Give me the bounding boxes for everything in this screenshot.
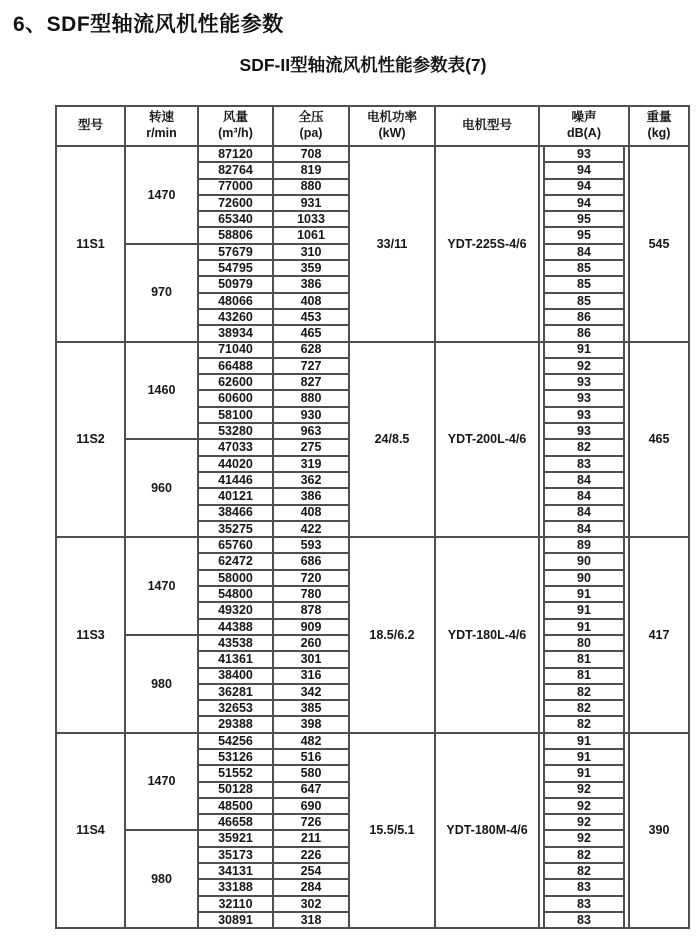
pressure-cell: 909 — [273, 619, 349, 635]
flow-cell: 66488 — [198, 358, 273, 374]
column-header-line2: (pa) — [299, 126, 323, 140]
noise-value-cell: 86 — [545, 310, 623, 326]
pressure-cell: 1033 — [273, 211, 349, 227]
noise-value-cell: 94 — [545, 196, 623, 212]
flow-cell: 40121 — [198, 488, 273, 504]
noise-value-cell: 82 — [577, 717, 591, 732]
pressure-cell: 880 — [273, 179, 349, 195]
pressure-cell: 284 — [273, 879, 349, 895]
noise-value-cell: 94 — [545, 163, 623, 179]
page-title: 6、SDF型轴流风机性能参数 — [13, 13, 284, 36]
pressure-cell: 819 — [273, 162, 349, 178]
flow-cell: 29388 — [198, 716, 273, 732]
column-header-line1: 电机功率 — [366, 110, 417, 125]
noise-value-cell: 92 — [545, 799, 623, 815]
flow-cell: 38400 — [198, 668, 273, 684]
pressure-cell: 931 — [273, 195, 349, 211]
noise-value-cell: 92 — [545, 783, 623, 799]
flow-cell: 41361 — [198, 651, 273, 667]
weight-cell: 417 — [629, 537, 689, 733]
noise-value-cell: 91 — [545, 766, 623, 782]
model-cell: 11S4 — [56, 733, 125, 929]
noise-value-cell: 84 — [577, 521, 591, 536]
power-cell: 18.5/6.2 — [349, 537, 435, 733]
pressure-cell: 878 — [273, 602, 349, 618]
weight-cell: 545 — [629, 146, 689, 342]
pressure-cell: 727 — [273, 358, 349, 374]
speed-cell: 980 — [125, 635, 198, 733]
pressure-cell: 362 — [273, 472, 349, 488]
flow-cell: 35173 — [198, 847, 273, 863]
column-header-line1: 型号 — [77, 118, 103, 133]
noise-cell — [539, 537, 629, 733]
noise-value-cell: 94 — [545, 180, 623, 196]
flow-cell: 30891 — [198, 912, 273, 928]
pressure-cell: 408 — [273, 505, 349, 521]
speed-cell: 980 — [125, 830, 198, 928]
noise-value-cell: 84 — [545, 245, 623, 261]
flow-cell: 50128 — [198, 782, 273, 798]
pressure-cell: 780 — [273, 586, 349, 602]
pressure-cell: 453 — [273, 309, 349, 325]
table-container — [55, 105, 690, 929]
noise-value-cell: 93 — [545, 375, 623, 391]
pressure-cell: 880 — [273, 390, 349, 406]
flow-cell: 62472 — [198, 553, 273, 569]
flow-cell: 43538 — [198, 635, 273, 651]
noise-value-cell: 92 — [545, 815, 623, 831]
noise-value-cell: 91 — [545, 734, 623, 750]
pressure-cell: 319 — [273, 456, 349, 472]
power-cell: 24/8.5 — [349, 342, 435, 538]
column-header-line1: 转速 — [148, 110, 174, 125]
pressure-cell: 310 — [273, 244, 349, 260]
noise-value-cell: 91 — [545, 750, 623, 766]
flow-cell: 60600 — [198, 390, 273, 406]
flow-cell: 35921 — [198, 830, 273, 846]
flow-cell: 77000 — [198, 179, 273, 195]
column-header-line1: 风量 — [222, 110, 248, 125]
column-header-line2: (kW) — [378, 126, 406, 140]
model-cell: 11S3 — [56, 537, 125, 733]
pressure-cell: 686 — [273, 553, 349, 569]
table-row — [56, 733, 689, 749]
pressure-cell: 316 — [273, 668, 349, 684]
pressure-cell: 963 — [273, 423, 349, 439]
flow-cell: 44020 — [198, 456, 273, 472]
noise-value-cell: 82 — [545, 848, 623, 864]
flow-cell: 65760 — [198, 537, 273, 553]
noise-value-cell: 90 — [545, 554, 623, 570]
flow-cell: 50979 — [198, 276, 273, 292]
column-header-line1: 噪声 — [571, 110, 597, 125]
flow-cell: 44388 — [198, 619, 273, 635]
power-cell: 33/11 — [349, 146, 435, 342]
noise-value-cell: 91 — [545, 620, 623, 636]
noise-value-cell: 82 — [545, 864, 623, 880]
speed-cell: 1470 — [125, 146, 198, 244]
pressure-cell: 359 — [273, 260, 349, 276]
column-header-line2: (kg) — [647, 126, 671, 140]
flow-cell: 48500 — [198, 798, 273, 814]
flow-cell: 58100 — [198, 407, 273, 423]
table-subtitle: SDF-II型轴流风机性能参数表(7) — [239, 55, 487, 75]
flow-cell: 62600 — [198, 374, 273, 390]
pressure-cell: 226 — [273, 847, 349, 863]
noise-value-cell: 95 — [545, 212, 623, 228]
column-header — [56, 106, 125, 146]
model-cell: 11S1 — [56, 146, 125, 342]
noise-subtable — [543, 538, 625, 732]
noise-value-cell: 81 — [545, 669, 623, 685]
pressure-cell: 275 — [273, 439, 349, 455]
weight-cell: 390 — [629, 733, 689, 929]
flow-cell: 41446 — [198, 472, 273, 488]
table-row — [56, 537, 689, 553]
pressure-cell: 254 — [273, 863, 349, 879]
table-row — [56, 146, 689, 162]
pressure-cell: 647 — [273, 782, 349, 798]
noise-cell — [539, 733, 629, 929]
pressure-cell: 726 — [273, 814, 349, 830]
noise-value-cell: 83 — [545, 457, 623, 473]
noise-value-cell: 91 — [545, 603, 623, 619]
flow-cell: 36281 — [198, 684, 273, 700]
column-header — [629, 106, 689, 146]
noise-value-cell: 82 — [545, 440, 623, 456]
pressure-cell: 302 — [273, 896, 349, 912]
noise-cell — [539, 342, 629, 538]
noise-value-cell: 93 — [545, 391, 623, 407]
column-header — [273, 106, 349, 146]
pressure-cell: 386 — [273, 276, 349, 292]
flow-cell: 35275 — [198, 521, 273, 537]
noise-subtable — [543, 147, 625, 341]
speed-cell: 960 — [125, 439, 198, 537]
column-header-line1: 全压 — [298, 110, 324, 125]
pressure-cell: 385 — [273, 700, 349, 716]
noise-value-cell: 82 — [545, 701, 623, 717]
noise-value-cell: 80 — [545, 636, 623, 652]
pressure-cell: 301 — [273, 651, 349, 667]
noise-value-cell: 90 — [545, 571, 623, 587]
pressure-cell: 720 — [273, 570, 349, 586]
pressure-cell: 408 — [273, 293, 349, 309]
motor-model-cell: YDT-225S-4/6 — [435, 146, 539, 342]
weight-cell: 465 — [629, 342, 689, 538]
pressure-cell: 593 — [273, 537, 349, 553]
flow-cell: 47033 — [198, 439, 273, 455]
pressure-cell: 708 — [273, 146, 349, 162]
flow-cell: 82764 — [198, 162, 273, 178]
flow-cell: 38934 — [198, 325, 273, 341]
column-header-line2: r/min — [146, 126, 177, 140]
power-cell: 15.5/5.1 — [349, 733, 435, 929]
column-header-line1: 重量 — [646, 110, 672, 125]
noise-value-cell: 83 — [545, 880, 623, 896]
motor-model-cell: YDT-200L-4/6 — [435, 342, 539, 538]
pressure-cell: 1061 — [273, 227, 349, 243]
flow-cell: 54256 — [198, 733, 273, 749]
motor-model-cell: YDT-180L-4/6 — [435, 537, 539, 733]
pressure-cell: 398 — [273, 716, 349, 732]
pressure-cell: 516 — [273, 749, 349, 765]
flow-cell: 54800 — [198, 586, 273, 602]
pressure-cell: 930 — [273, 407, 349, 423]
noise-value-cell: 84 — [545, 489, 623, 505]
column-header — [349, 106, 435, 146]
pressure-cell: 386 — [273, 488, 349, 504]
model-cell: 11S2 — [56, 342, 125, 538]
flow-cell: 49320 — [198, 602, 273, 618]
motor-model-cell: YDT-180M-4/6 — [435, 733, 539, 929]
noise-value-cell: 84 — [545, 473, 623, 489]
noise-cell — [539, 146, 629, 342]
noise-value-cell: 92 — [545, 359, 623, 375]
flow-cell: 54795 — [198, 260, 273, 276]
noise-value-cell: 82 — [545, 685, 623, 701]
noise-value-cell: 86 — [577, 326, 591, 341]
column-header-line2: (m³/h) — [218, 126, 253, 140]
column-header — [198, 106, 273, 146]
speed-cell: 970 — [125, 244, 198, 342]
flow-cell: 71040 — [198, 342, 273, 358]
pressure-cell: 690 — [273, 798, 349, 814]
noise-value-cell: 83 — [577, 912, 591, 927]
noise-value-cell: 93 — [545, 424, 623, 440]
noise-value-cell: 91 — [545, 587, 623, 603]
noise-value-cell: 93 — [545, 147, 623, 163]
noise-value-cell: 85 — [545, 294, 623, 310]
noise-value-cell: 81 — [545, 652, 623, 668]
column-header-line2: dB(A) — [566, 126, 601, 140]
noise-value-cell: 93 — [545, 408, 623, 424]
pressure-cell: 465 — [273, 325, 349, 341]
noise-value-cell: 83 — [545, 897, 623, 913]
pressure-cell: 482 — [273, 733, 349, 749]
noise-value-cell: 85 — [545, 261, 623, 277]
flow-cell: 58806 — [198, 227, 273, 243]
table-row — [56, 342, 689, 358]
column-header-line1: 电机型号 — [461, 118, 512, 133]
column-header — [435, 106, 539, 146]
noise-value-cell: 89 — [545, 538, 623, 554]
pressure-cell: 628 — [273, 342, 349, 358]
flow-cell: 87120 — [198, 146, 273, 162]
header-row — [56, 106, 689, 146]
column-header — [539, 106, 629, 146]
flow-cell: 65340 — [198, 211, 273, 227]
flow-cell: 38466 — [198, 505, 273, 521]
pressure-cell: 318 — [273, 912, 349, 928]
speed-cell: 1470 — [125, 537, 198, 635]
flow-cell: 43260 — [198, 309, 273, 325]
noise-value-cell: 91 — [545, 343, 623, 359]
pressure-cell: 580 — [273, 765, 349, 781]
flow-cell: 48066 — [198, 293, 273, 309]
flow-cell: 72600 — [198, 195, 273, 211]
pressure-cell: 260 — [273, 635, 349, 651]
speed-cell: 1460 — [125, 342, 198, 440]
performance-table — [55, 105, 690, 929]
noise-value-cell: 84 — [545, 506, 623, 522]
flow-cell: 32110 — [198, 896, 273, 912]
flow-cell: 57679 — [198, 244, 273, 260]
flow-cell: 53126 — [198, 749, 273, 765]
column-header — [125, 106, 198, 146]
noise-value-cell: 92 — [545, 831, 623, 847]
speed-cell: 1470 — [125, 733, 198, 831]
pressure-cell: 422 — [273, 521, 349, 537]
flow-cell: 34131 — [198, 863, 273, 879]
flow-cell: 33188 — [198, 879, 273, 895]
flow-cell: 53280 — [198, 423, 273, 439]
noise-value-cell: 85 — [545, 277, 623, 293]
flow-cell: 46658 — [198, 814, 273, 830]
pressure-cell: 827 — [273, 374, 349, 390]
flow-cell: 32653 — [198, 700, 273, 716]
noise-subtable — [543, 343, 625, 537]
pressure-cell: 342 — [273, 684, 349, 700]
noise-subtable — [543, 734, 625, 928]
flow-cell: 51552 — [198, 765, 273, 781]
pressure-cell: 211 — [273, 830, 349, 846]
noise-value-cell: 95 — [545, 228, 623, 244]
flow-cell: 58000 — [198, 570, 273, 586]
